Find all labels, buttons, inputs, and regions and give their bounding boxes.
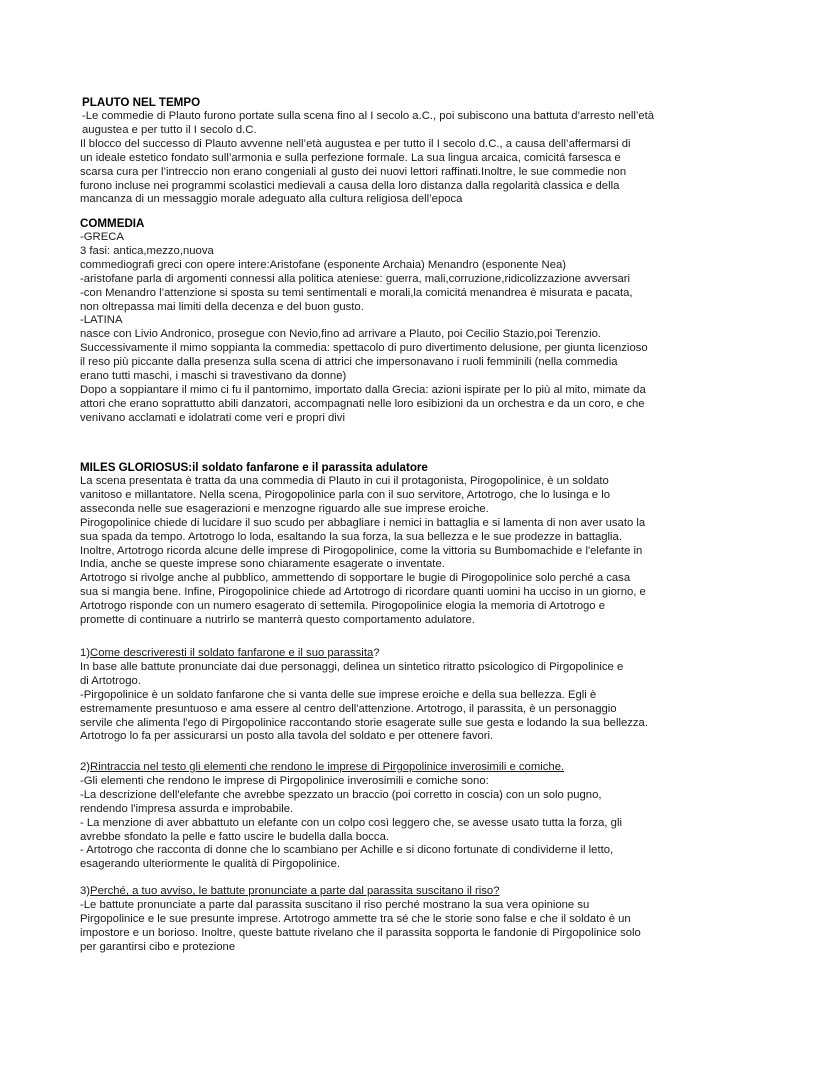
paragraph-line: Artotrogo risponde con un numero esagerato di settemila. Pirogopolinice elogia la memoria di Artotrogo e: [80, 600, 605, 613]
paragraph-line: vanitoso e millantatore. Nella scena, Pirogopolinice parla con il suo servitore, Artotrogo, che lo lusinga e lo: [80, 488, 610, 501]
paragraph-line: -aristofane parla di argomenti connessi alla politica ateniese: guerra, mali,corruzione,ridicolizzazione avversari: [80, 272, 631, 285]
heading-commedia: COMMEDIA: [80, 217, 145, 230]
answer-line: servile che alimenta l'ego di Pirgopolinice raccontando storie esagerate sulle sue gesta e lodando la sua bellezza.: [80, 716, 648, 729]
answer-line: estremamente presuntuoso e ama essere al centro dell'attenzione. Artotrogo, il parassita, è un personaggio: [80, 702, 617, 715]
paragraph-line: un ideale estetico fondato sull’armonia e sulla perfezione formale. La sua lingua arcaica, comicitá farsesca e: [80, 151, 621, 164]
question-3-heading: [80, 885, 641, 899]
paragraph-line: India, anche se queste imprese sono chiaramente esagerate o inventate.: [80, 558, 445, 571]
question-3-text: Perché, a tuo avviso, le battute pronunciate a parte dal parassita suscitano il riso?: [90, 885, 500, 897]
section-commedia: [80, 217, 648, 426]
section-plauto-nel-tempo: [82, 96, 654, 207]
paragraph-line: attori che erano soprattutto abili danzatori, accompagnati nelle loro esibizioni da un orchestra e da un coro, e che: [80, 397, 645, 410]
paragraph-line: -GRECA: [80, 231, 124, 243]
question-1-heading: [80, 647, 648, 661]
question-1-text: Come descriveresti il soldato fanfarone e il suo parassita: [90, 647, 374, 659]
paragraph-line: sua spada da tempo. Artotrogo lo loda, esaltando la sua forza, la sua bellezza e le sue prodezze in battaglia.: [80, 530, 622, 543]
answer-line: impostore e un borioso. Inoltre, queste battute rivelano che il parassita sopporta le fandonie di Pirgopolinice solo: [80, 926, 641, 939]
question-number: 2): [80, 761, 91, 773]
paragraph-line: furono incluse nei programmi scolastici medievali a causa della loro distanza dalla regolarità classica e della: [80, 179, 620, 192]
paragraph-line: erano tutti maschi, i maschi si travestivano da donne): [80, 370, 347, 383]
answer-line: Pirgopolinice e le sue presunte imprese. Artotrogo ammette tra sé che le storie sono false e che il soldato è un: [80, 912, 631, 925]
paragraph-line: mancanza di un messaggio morale adeguato alla cultura religiosa dell’epoca: [80, 193, 463, 206]
paragraph-line: Il blocco del successo di Plauto avvenne nell’età augustea e per tutto il I secolo d.C., a causa dell’affermarsi di: [80, 137, 631, 150]
paragraph-line: Successivamente il mimo soppianta la commedia: spettacolo di puro divertimento delusione, per giunta licenzioso: [80, 342, 648, 355]
answer-line: - Artotrogo che racconta di donne che lo scambiano per Achille e si dicono fortunate di condividerne il letto,: [80, 844, 614, 857]
heading-miles-gloriosus: MILES GLORIOSUS:il soldato fanfarone e il parassita adulatore: [80, 461, 428, 474]
answer-line: rendendo l'impresa assurda e improbabile.: [80, 802, 294, 815]
question-number: 1): [80, 647, 91, 659]
paragraph-line: Inoltre, Artotrogo ricorda alcune delle imprese di Pirogopolinice, come la vittoria su Bumbomachide e l'elefante in: [80, 544, 643, 557]
paragraph-line: -LATINA: [80, 314, 123, 327]
paragraph-line: Dopo a soppiantare il mimo ci fu il pantomimo, importato dalla Grecia: azioni ispirate per lo più al mito, mimate da: [80, 383, 646, 396]
answer-line: per garantirsi cibo e protezione: [80, 940, 236, 953]
paragraph-line: asseconda nelle sue esagerazioni e menzogne riguardo alle sue imprese eroiche.: [80, 502, 489, 515]
answer-line: In base alle battute pronunciate dai due personaggi, delinea un sintetico ritratto psicologico di Pirgopolinice e: [80, 660, 624, 673]
paragraph-line: augustea e per tutto il I secolo d.C.: [82, 123, 257, 136]
paragraph-line: -Le commedie di Plauto furono portate sulla scena fino al I secolo a.C., poi subiscono una battuta d’arresto nell’età: [82, 110, 655, 122]
paragraph-line: commediografi greci con opere intere:Aristofane (esponente Archaia) Menandro (esponente Nea): [80, 258, 567, 271]
answer-line: -La descrizione dell'elefante che avrebbe spezzato un braccio (poi corretto in coscia) con un solo pugno,: [80, 788, 602, 801]
paragraph-line: venivano acclamati e idolatrati come veri e propri divi: [80, 411, 345, 424]
paragraph-line: 3 fasi: antica,mezzo,nuova: [80, 244, 214, 257]
answer-line: -Le battute pronunciate a parte dal parassita suscitano il riso perché mostrano la sua vera opinione su: [80, 898, 590, 911]
paragraph-line: -con Menandro l’attenzione si sposta su temi sentimentali e morali,la comicitá menandrea è misurata e pacata,: [80, 286, 633, 299]
answer-line: -Pirgopolinice è un soldato fanfarone che si vanta delle sue imprese eroiche e della sua bellezza. Egli è: [80, 688, 597, 701]
paragraph-line: La scena presentata è tratta da una commedia di Plauto in cui il protagonista, Pirogopolinice, è un soldato: [80, 475, 609, 487]
question-2-text: Rintraccia nel testo gli elementi che rendono le imprese di Pirgopolinice inverosimili e comiche.: [90, 761, 565, 773]
paragraph-line: nasce con Livio Andronico, prosegue con Nevio,fino ad arrivare a Plauto, poi Cecilio Stazio,poi Terenzio.: [80, 328, 602, 341]
answer-line: -Gli elementi che rendono le imprese di Pirgopolinice inverosimili e comiche sono:: [80, 774, 489, 787]
section-miles-gloriosus: [80, 461, 646, 628]
paragraph-line: sua si mangia bene. Infine, Pirogopolinice chiede ad Artotrogo di ricordare quanti uomini ha ucciso in un giorno, e: [80, 586, 646, 599]
answer-line: - La menzione di aver abbattuto un elefante con un colpo così leggero che, se avesse usato tutta la forza, gli: [80, 816, 622, 829]
paragraph-line: Pirogopolinice chiede di lucidare il suo scudo per abbagliare i nemici in battaglia e si lamenta di non aver usato la: [80, 516, 646, 529]
section-question-1: [80, 647, 648, 744]
question-mark: ?: [373, 647, 380, 659]
paragraph-line: promette di continuare a nutrirlo se manterrà questo comportamento adulatore.: [80, 614, 475, 627]
paragraph-line: scarsa cura per l’intreccio non erano congeniali al gusto dei nuovi lettori raffinati.Inoltre, le sue commedie non: [80, 165, 627, 178]
answer-line: Artotrogo lo fa per assicurarsi un posto alla tavola del soldato e per ottenere favori.: [80, 730, 494, 743]
section-question-2: [80, 761, 622, 872]
question-2-heading: [80, 761, 622, 775]
heading-plauto-nel-tempo: PLAUTO NEL TEMPO: [82, 96, 201, 109]
paragraph-line: Artotrogo si rivolge anche al pubblico, ammettendo di sopportare le bugie di Pirogopolinice solo perché a casa: [80, 572, 631, 585]
paragraph-line: il reso più piccante dalla presenza sulla scena di attrici che impersonavano i ruoli femminili (nella commedia: [80, 356, 618, 369]
answer-line: esagerando ulteriormente le qualità di Pirgopolinice.: [80, 858, 340, 871]
question-number: 3): [80, 885, 91, 897]
answer-line: di Artotrogo.: [80, 674, 141, 687]
paragraph-line: non oltrepassa mai limiti della decenza e del buon gusto.: [80, 300, 364, 313]
answer-line: avrebbe sfondato la pelle e fatto uscire le budella dalla bocca.: [80, 830, 389, 843]
section-question-3: [80, 885, 641, 955]
